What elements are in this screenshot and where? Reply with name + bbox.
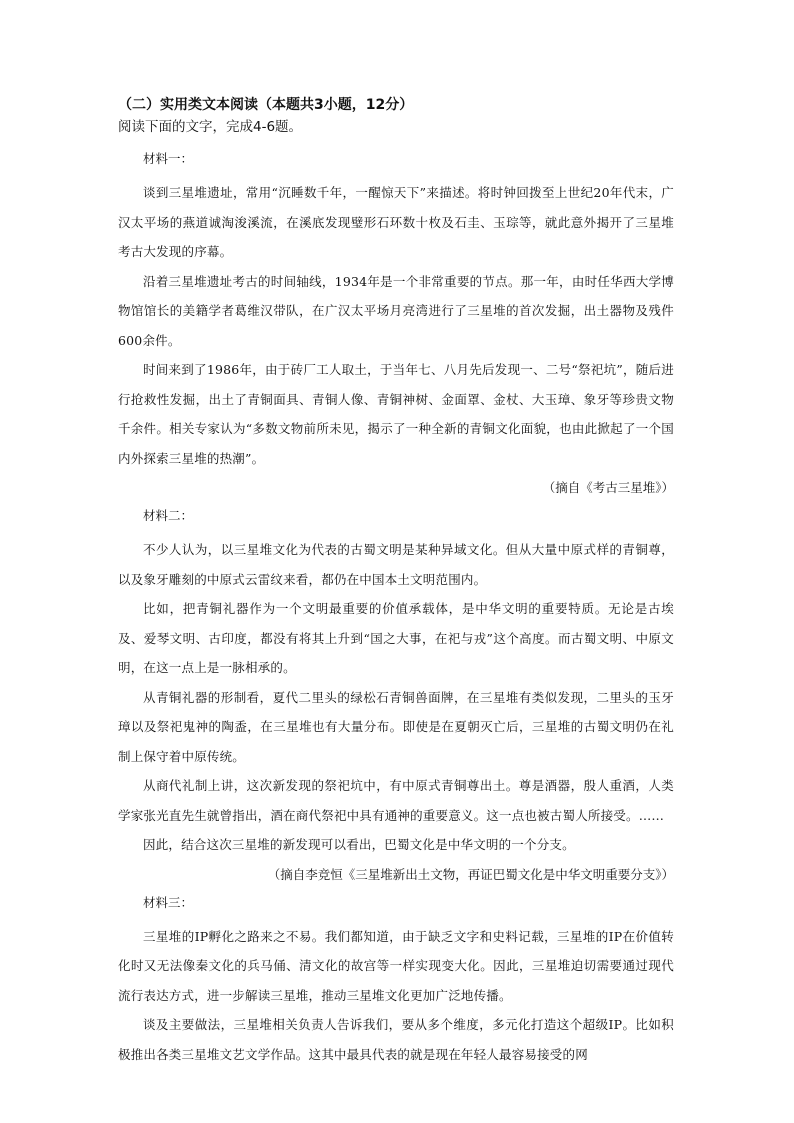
material-2-paragraph: 不少人认为，以三星堆文化为代表的古蜀文明是某种异域文化。但从大量中原式样的青铜尊，以及象牙雕刻的中原式云雷纹来看，都仍在中国本土文明范围内。 <box>118 542 674 587</box>
material-2-label: 材料二： <box>143 508 194 523</box>
material-3-paragraph: 三星堆的IP孵化之路来之不易。我们都知道，由于缺乏文字和史料记载，三星堆的IP在价值转化时又无法像秦文化的兵马俑、清文化的故宫等一样实现变大化。因此，三星堆迫切需要通过现代流行表达方式，进一步解读三星堆，推动三星堆文化更加广泛地传播。 <box>118 928 674 1003</box>
document-content <box>118 94 674 1069</box>
material-3-label: 材料三： <box>143 894 194 910</box>
material-2-source: （摘自李竞恒《三星堆新出土文物，再证巴蜀文化是中华文明重要分支》） <box>267 866 674 882</box>
section-heading: （二）实用类文本阅读（本题共3小题，12分） <box>118 97 414 113</box>
material-1-label: 材料一： <box>143 151 194 166</box>
material-3-paragraph: 谈及主要做法，三星堆相关负责人告诉我们，要从多个维度，多元化打造这个超级IP。比如积极推出各类三星堆文艺文学作品。这其中最具代表的就是现在年轻人最容易接受的网 <box>118 1017 674 1062</box>
reading-instruction: 阅读下面的文字，完成4-6题。 <box>118 119 303 135</box>
material-1-paragraph: 谈到三星堆遗址，常用“沉睡数千年，一醒惊天下”来描述。将时钟回拨至上世纪20年代末，广汉太平场的燕道诚淘浚溪流，在溪底发现璧形石环数十枚及石圭、玉琮等，就此意外揭开了三星堆考古大发现的序幕。 <box>118 185 674 259</box>
material-1-source: （摘自《考古三星堆》） <box>542 480 674 495</box>
material-1-paragraph: 时间来到了1986年，由于砖厂工人取土，于当年七、八月先后发现一、二号“祭祀坑”，随后进行抢救性发掘，出土了青铜面具、青铜人像、青铜神树、金面罩、金杖、大玉璋、象牙等珍贵文物千余件。相关专家认为“多数文物前所未见，揭示了一种全新的青铜文化面貌，也由此掀起了一个国内外探索三星堆的热潮”。 <box>118 362 674 466</box>
material-2-paragraph: 从商代礼制上讲，这次新发现的祭祀坑中，有中原式青铜尊出土。尊是酒器，殷人重酒，人类学家张光直先生就曾指出，酒在商代祭祀中具有通神的重要意义。这一点也被古蜀人所接受。…… <box>118 778 674 823</box>
material-2-paragraph: 比如，把青铜礼器作为一个文明最重要的价值承载体，是中华文明的重要特质。无论是古埃及、爱琴文明、古印度，都没有将其上升到“国之大事，在祀与戎”这个高度。而古蜀文明、中原文明，在这一点上是一脉相承的。 <box>118 601 674 675</box>
material-1-paragraph: 沿着三星堆遗址考古的时间轴线，1934年是一个非常重要的节点。那一年，由时任华西大学博物馆馆长的美籍学者葛维汉带队，在广汉太平场月亮湾进行了三星堆的首次发掘，出土器物及残件600余件。 <box>118 273 674 348</box>
material-2-paragraph: 从青铜礼器的形制看，夏代二里头的绿松石青铜兽面牌，在三星堆有类似发现，二里头的玉牙璋以及祭祀鬼神的陶盉，在三星堆也有大量分布。即使是在夏朝灭亡后，三星堆的古蜀文明仍在礼制上保守着中原传统。 <box>118 689 674 764</box>
material-2-paragraph: 因此，结合这次三星堆的新发现可以看出，巴蜀文化是中华文明的一个分支。 <box>143 837 575 852</box>
